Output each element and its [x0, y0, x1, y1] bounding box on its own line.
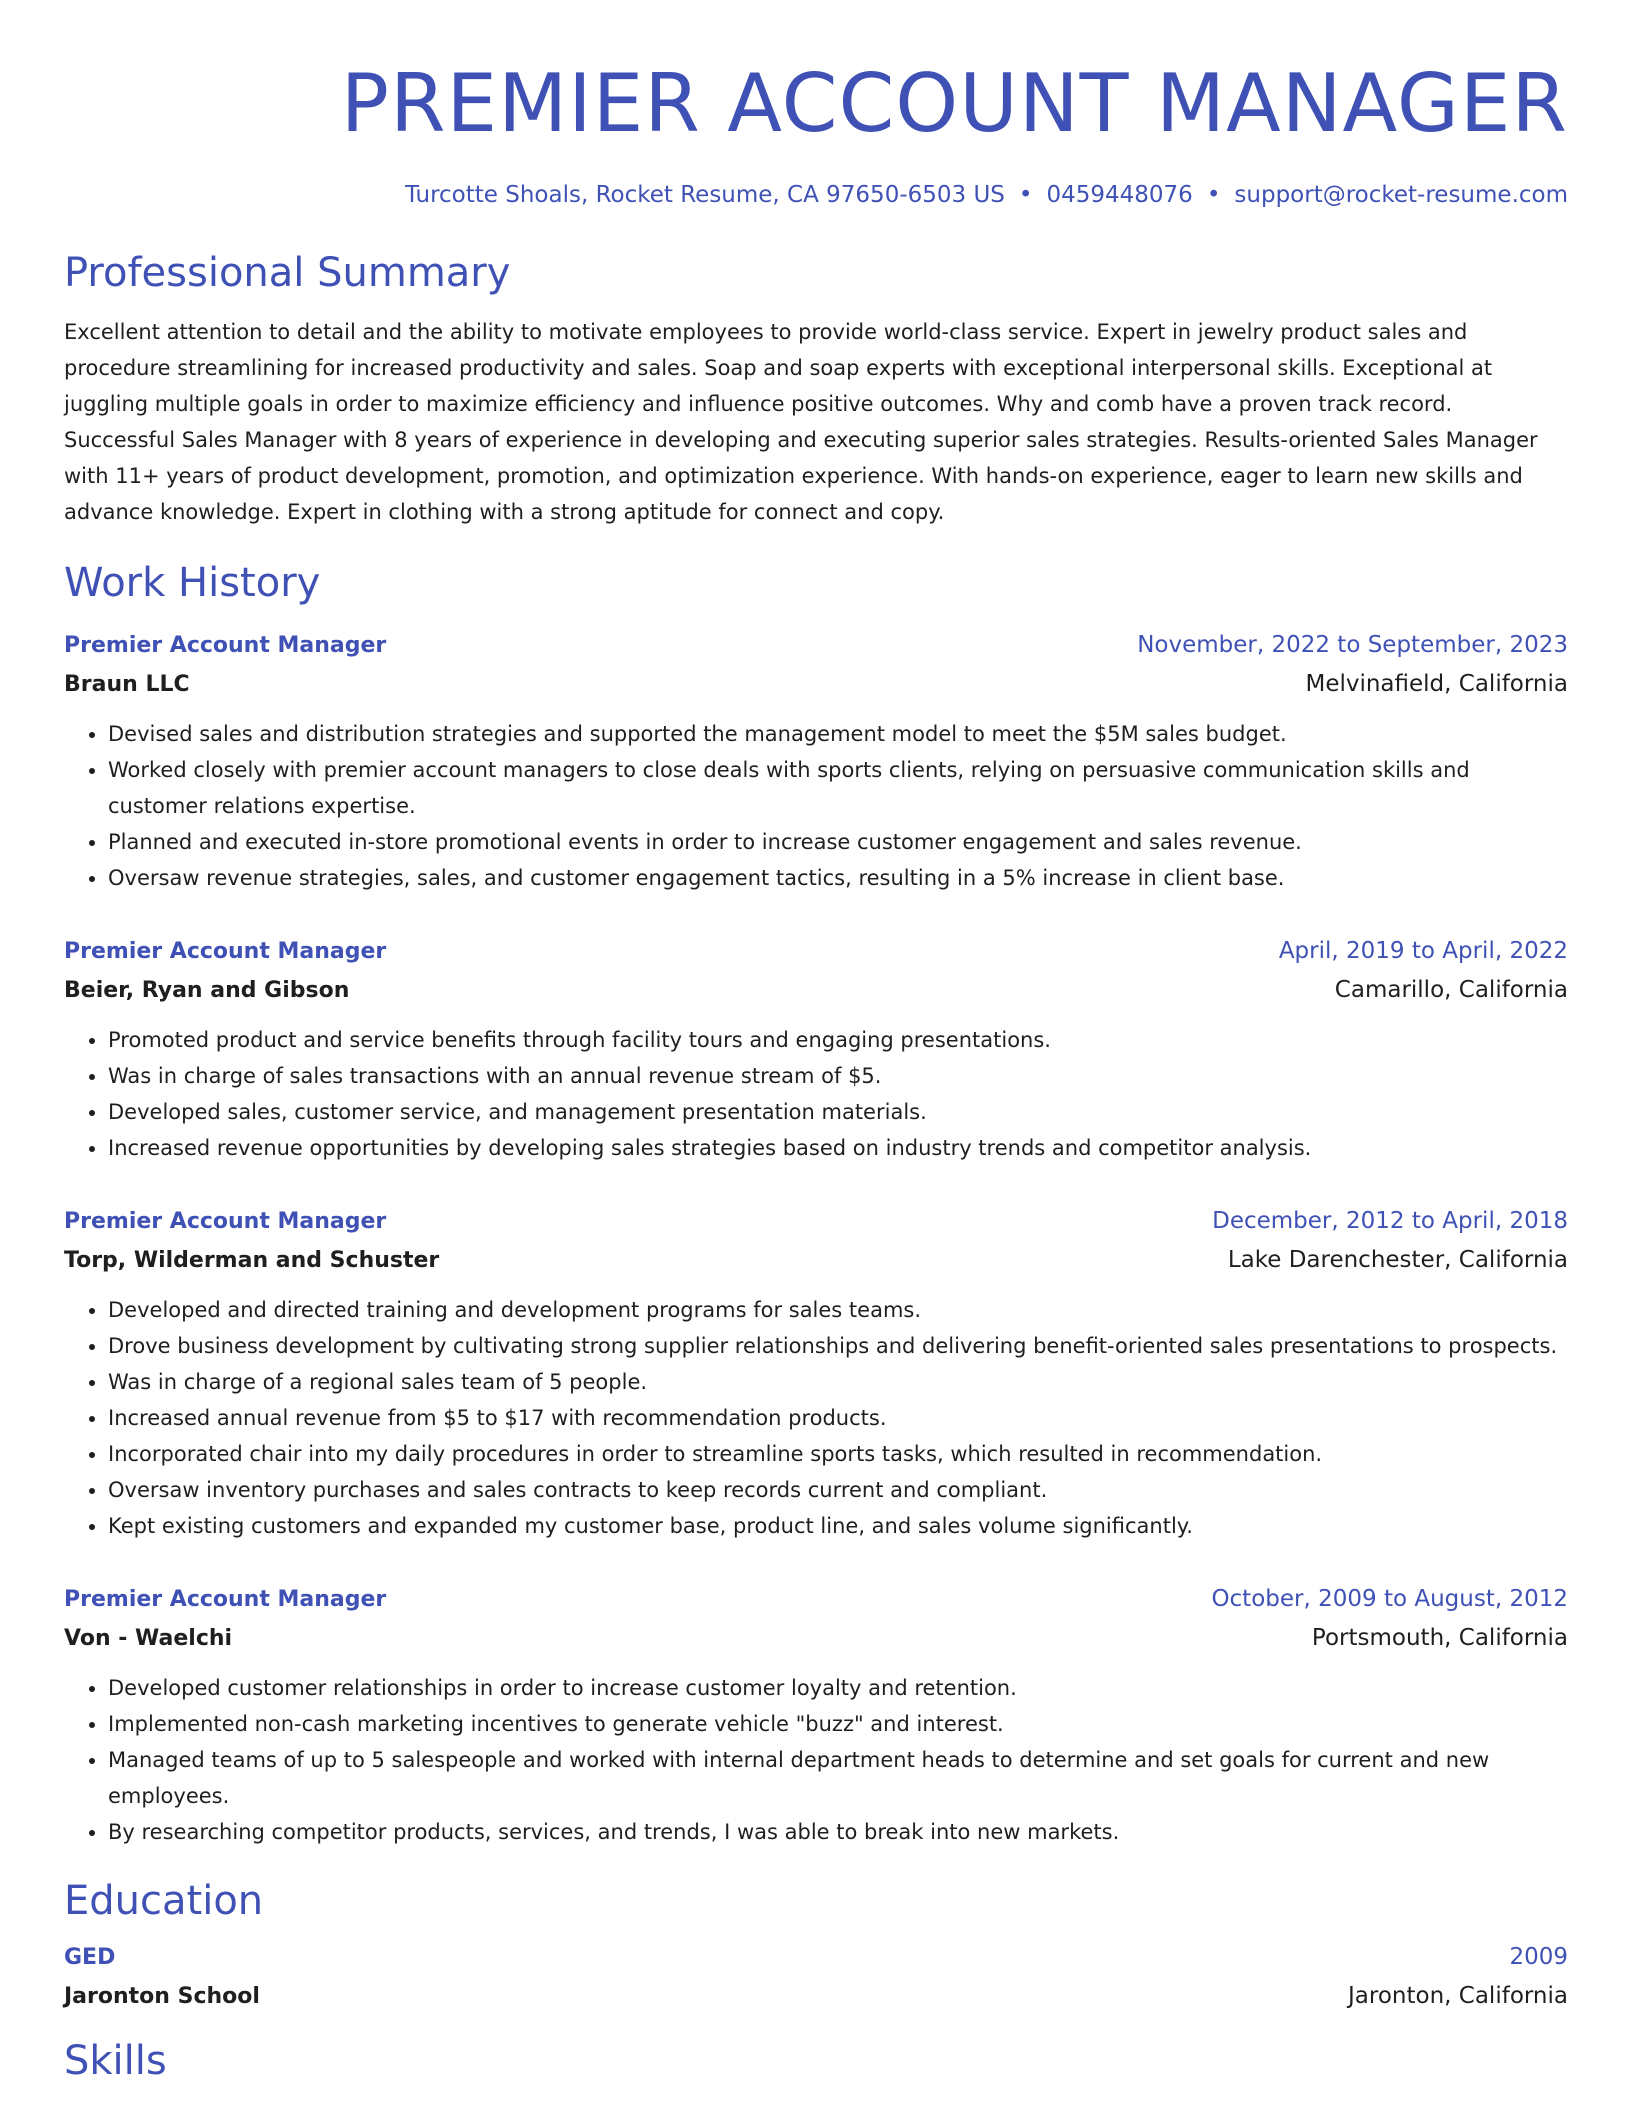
- education-degree: GED: [64, 1945, 116, 1970]
- contact-separator: •: [1206, 182, 1221, 208]
- job-company: Torp, Wilderman and Schuster: [64, 1248, 440, 1273]
- job-bullet: • Developed customer relationships in order to increase customer loyalty and retention.: [108, 1670, 1568, 1706]
- job-dates: November, 2022 to September, 2023: [1137, 632, 1568, 658]
- contact-email[interactable]: support@rocket-resume.com: [1234, 182, 1568, 208]
- job-location: Portsmouth, California: [1311, 1625, 1568, 1651]
- job-location: Lake Darenchester, California: [1227, 1247, 1568, 1273]
- contact-address: Turcotte Shoals, Rocket Resume, CA 97650-6503 US: [404, 182, 1005, 208]
- job-dates: December, 2012 to April, 2018: [1212, 1208, 1568, 1234]
- job-title: Premier Account Manager: [64, 1209, 387, 1234]
- contact-separator: •: [1018, 182, 1033, 208]
- job-entry: [64, 626, 1568, 896]
- job-bullet: • Implemented non-cash marketing incentives to generate vehicle "buzz" and interest.: [108, 1706, 1568, 1742]
- job-company: Beier, Ryan and Gibson: [64, 978, 350, 1003]
- job-bullet: • By researching competitor products, services, and trends, I was able to break into new markets.: [108, 1814, 1568, 1850]
- job-company: Braun LLC: [64, 672, 190, 697]
- job-bullets: [64, 1022, 1568, 1166]
- job-bullet: • Incorporated chair into my daily procedures in order to streamline sports tasks, which resulted in recommendation.: [108, 1436, 1568, 1472]
- job-company: Von - Waelchi: [64, 1626, 233, 1651]
- contact-line: [64, 180, 1568, 210]
- section-title-work-history: Work History: [64, 560, 321, 606]
- job-bullet: • Increased annual revenue from $5 to $17 with recommendation products.: [108, 1400, 1568, 1436]
- work-history-list: [64, 626, 1568, 1850]
- job-dates: October, 2009 to August, 2012: [1211, 1586, 1568, 1612]
- job-bullet: • Managed teams of up to 5 salespeople and worked with internal department heads to determine and set goals for current and new employees.: [108, 1742, 1568, 1814]
- job-entry: [64, 932, 1568, 1166]
- section-title-education: Education: [64, 1878, 264, 1924]
- job-entry: [64, 1580, 1568, 1850]
- job-location: Melvinafield, California: [1305, 671, 1568, 697]
- job-entry: [64, 1202, 1568, 1544]
- job-bullets: [64, 1292, 1568, 1544]
- education-year: 2009: [1509, 1944, 1568, 1970]
- summary-text: Excellent attention to detail and the ability to motivate employees to provide world-class service. Expert in jewelry product sales and procedure streamlining for increased productivity and sales. Soap and soap experts with exceptional interpersonal skills. Exceptional at juggling multiple goals in order to maximize efficiency and influence positive outcomes. Why and comb have a proven track record. Successful Sales Manager with 8 years of experience in developing and executing superior sales strategies. Results-oriented Sales Manager with 11+ years of product development, promotion, and optimization experience. With hands-on experience, eager to learn new skills and advance knowledge. Expert in clothing with a strong aptitude for connect and copy.: [64, 320, 1538, 524]
- job-bullet: • Drove business development by cultivating strong supplier relationships and delivering benefit-oriented sales presentations to prospects.: [108, 1328, 1568, 1364]
- job-dates: April, 2019 to April, 2022: [1278, 938, 1568, 964]
- job-bullet: • Increased revenue opportunities by developing sales strategies based on industry trends and competitor analysis.: [108, 1130, 1568, 1166]
- resume-name: PREMIER ACCOUNT MANAGER: [340, 57, 1568, 150]
- job-bullet: • Kept existing customers and expanded my customer base, product line, and sales volume significantly.: [108, 1508, 1568, 1544]
- job-bullet: • Oversaw revenue strategies, sales, and customer engagement tactics, resulting in a 5% increase in client base.: [108, 860, 1568, 896]
- job-bullet: • Was in charge of sales transactions with an annual revenue stream of $5.: [108, 1058, 1568, 1094]
- job-bullet: • Developed and directed training and development programs for sales teams.: [108, 1292, 1568, 1328]
- section-title-skills: Skills: [64, 2038, 167, 2084]
- section-title-summary: Professional Summary: [64, 250, 511, 296]
- education-location: Jaronton, California: [1348, 1983, 1568, 2009]
- job-bullet: • Oversaw inventory purchases and sales contracts to keep records current and compliant.: [108, 1472, 1568, 1508]
- job-title: Premier Account Manager: [64, 939, 387, 964]
- education-school: Jaronton School: [64, 1984, 260, 2009]
- education-entry: [64, 1938, 1568, 2016]
- job-bullet: • Promoted product and service benefits through facility tours and engaging presentations.: [108, 1022, 1568, 1058]
- contact-phone[interactable]: 0459448076: [1046, 182, 1193, 208]
- job-bullet: • Developed sales, customer service, and management presentation materials.: [108, 1094, 1568, 1130]
- job-bullets: [64, 716, 1568, 896]
- job-bullet: • Planned and executed in-store promotional events in order to increase customer engagement and sales revenue.: [108, 824, 1568, 860]
- resume-page: [64, 0, 1568, 2086]
- job-title: Premier Account Manager: [64, 1587, 387, 1612]
- job-location: Camarillo, California: [1334, 977, 1568, 1003]
- job-title: Premier Account Manager: [64, 633, 387, 658]
- job-bullet: • Was in charge of a regional sales team of 5 people.: [108, 1364, 1568, 1400]
- job-bullets: [64, 1670, 1568, 1850]
- job-bullet: • Worked closely with premier account managers to close deals with sports clients, relying on persuasive communication skills and customer relations expertise.: [108, 752, 1568, 824]
- job-bullet: • Devised sales and distribution strategies and supported the management model to meet the $5M sales budget.: [108, 716, 1568, 752]
